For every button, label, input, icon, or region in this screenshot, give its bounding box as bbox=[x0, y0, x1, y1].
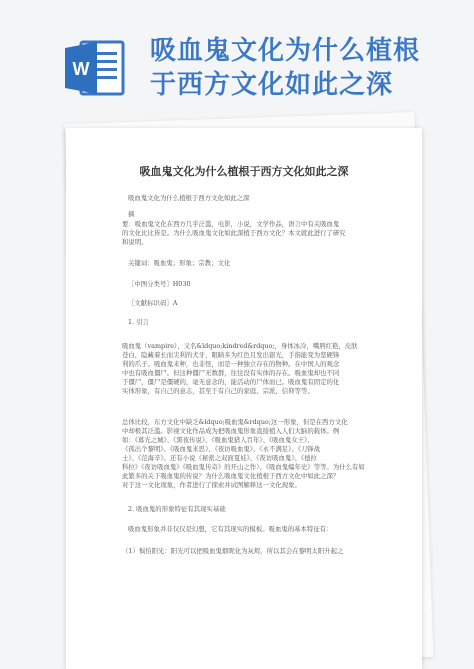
classification-number: ［中图分类号］H030 bbox=[128, 280, 191, 288]
abstract-line: 要：吸血鬼文化在西方几乎泛滥，电影，小说，文学作品，语言中有关吸血鬼 bbox=[122, 220, 340, 228]
section-heading: 2. 吸血鬼的形象特征有其现实基础 bbox=[128, 505, 226, 513]
keywords: 关键词：吸血鬼；形象；宗教；文化 bbox=[128, 259, 231, 267]
paragraph-line: 此繁多的关于吸血鬼的传说？为什么吸血鬼文化植根于西方文化中如此之深？ bbox=[122, 472, 340, 480]
document-title: 吸血鬼文化为什么植根于西方文化如此之深 bbox=[139, 165, 349, 178]
paragraph-line: 吸血鬼（vampire），又名&ldquo;kindred&rdquo;，身体冰冷，嘴唇红艳，皮肤 bbox=[122, 342, 358, 350]
paragraph-line: 如：《暮光之城》、《黑夜传说》、《吸血鬼猎人百年》、《吸血鬼女王》、 bbox=[122, 436, 314, 444]
paragraph-line: 实体形象，有自己的意志，甚至于有自己的家庭、宗派，信仰等等。 bbox=[122, 387, 314, 395]
paragraph-line: 中却极其泛滥。影视文化作品成为把吸血鬼形象直接植入人们大脑的载体。例 bbox=[122, 427, 340, 435]
abstract-line: 和说明。 bbox=[122, 238, 148, 246]
paragraph-line: 总体比较，东方文化中缺乏&ldquo;吸血鬼&rdquo;这一形象，但是在西方文化 bbox=[122, 418, 348, 426]
paragraph-line: 利的爪子。吸血鬼来种，也非怪，而是一种独立存在的物种。在中国人的观念 bbox=[122, 360, 340, 368]
paragraph-line: 对于这一文化现象，作者进行了探索并试图解释这一文化现象。 bbox=[122, 481, 301, 489]
paragraph-line: 苍白，隐藏着长而尖利的犬牙，眼睛多为红色且发出银光，手指能变为坚硬锋 bbox=[122, 351, 340, 359]
banner-title-line-1: 吸血鬼文化为什么植根 bbox=[150, 36, 421, 66]
abstract-label: 摘 bbox=[128, 210, 135, 218]
document-subtitle: 吸血鬼文化为什么植根于西方文化如此之深 bbox=[128, 194, 250, 202]
paragraph-line: 于僵尸，僵尸是僵硬的，毫无意念的，能活动的尸体而已。吸血鬼有固定的化 bbox=[122, 378, 340, 386]
abstract-line: 的文化比比皆是。为什么吸血鬼文化如此深植于西方文化？本文就此进行了研究 bbox=[122, 229, 346, 237]
word-doc-icon bbox=[63, 36, 127, 100]
paragraph-line: 中也有吸血僵尸。但这种僵尸无数群，往往没有实体的存在。吸血鬼却也不同 bbox=[122, 369, 340, 377]
banner-title bbox=[150, 34, 466, 102]
document-page bbox=[66, 128, 422, 669]
paragraph-line: 《孤出个黎明》、《吸血鬼来思》、《夜访吸血鬼》、《永不满足》、《刀锋战 bbox=[122, 445, 321, 453]
section-heading: 1. 引言 bbox=[128, 318, 149, 326]
paragraph-line: 科拉》《夜访吸血鬼》《吸血鬼传奇》的开山之作）、《吸血鬼编年史》等等。为什么有如 bbox=[122, 463, 365, 471]
banner-title-line-2: 于西方文化如此之深 bbox=[150, 70, 394, 100]
paragraph-line: （1）惧怕阳光：阳光可以把吸血鬼烟昵化为灰烬，所以其会在黎明太阳升起之 bbox=[122, 547, 344, 555]
svg-text:W: W bbox=[72, 59, 90, 79]
paragraph-line: 吸血鬼形象并非仅仅是幻想，它有其现实的模板。吸血鬼的基本特征有： bbox=[128, 525, 333, 533]
document-code: ［文献标识码］A bbox=[128, 299, 178, 307]
paragraph-line: 士》、《范海辛》。还有小说《秘密之双面夏娃》、《夜访吸血鬼》、《德拉 bbox=[122, 454, 317, 462]
